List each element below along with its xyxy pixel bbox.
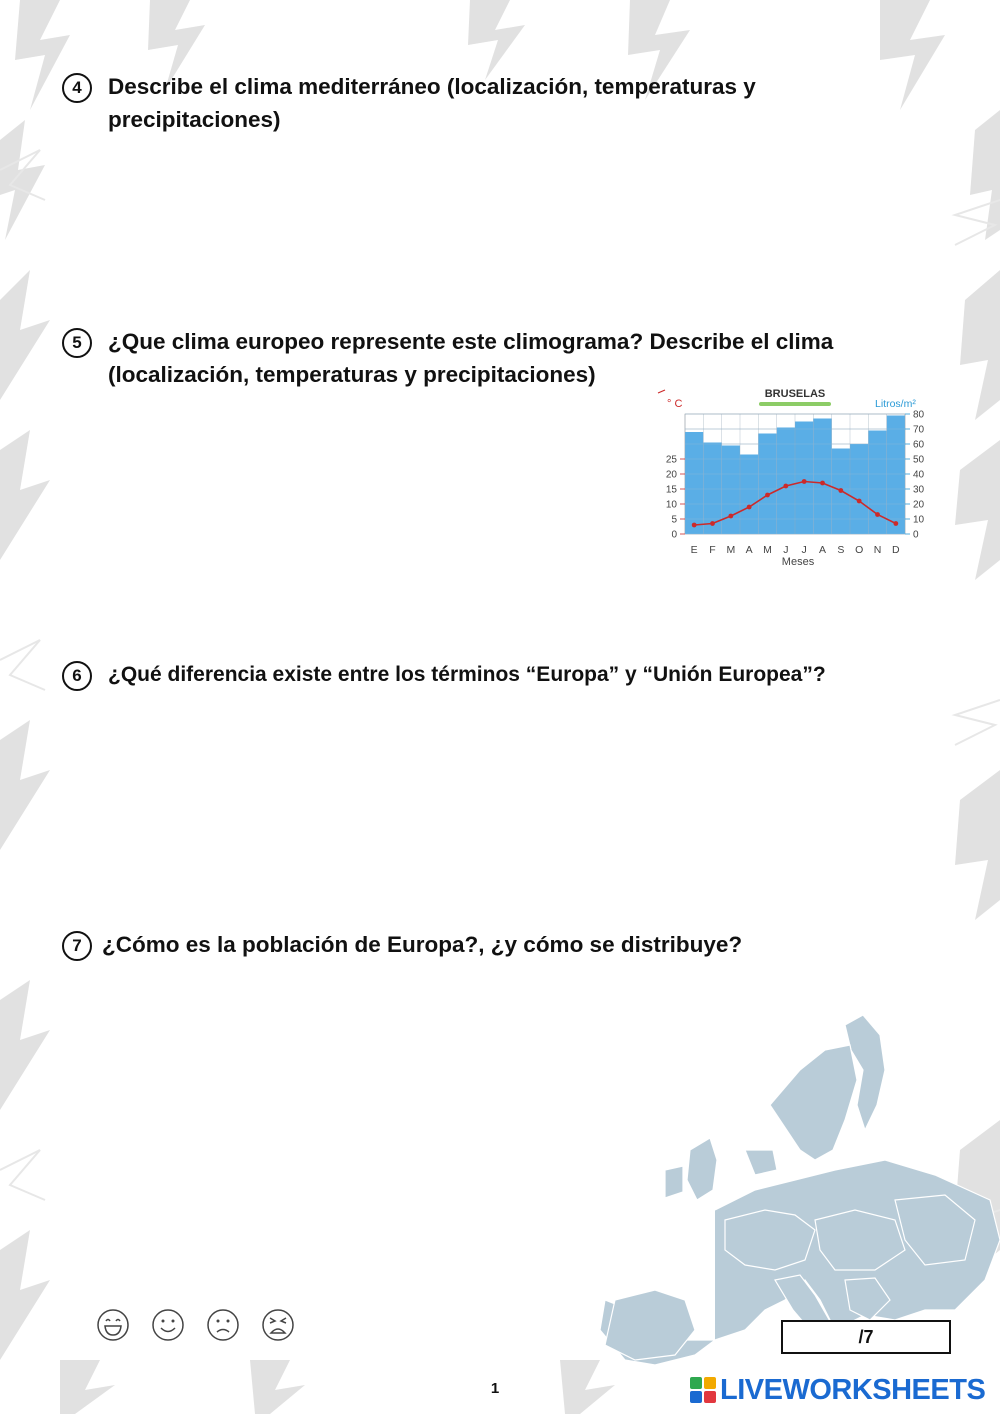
temperature-point — [875, 512, 880, 517]
brand-name: LIVEWORKSHEETS — [720, 1373, 986, 1406]
x-tick-label: D — [892, 544, 900, 556]
x-tick-label: F — [709, 544, 716, 556]
temperature-point — [692, 523, 697, 528]
x-tick-label: A — [745, 544, 753, 556]
temperature-point — [857, 499, 862, 504]
temperature-point — [728, 514, 733, 519]
right-tick-label: 0 — [913, 529, 919, 541]
x-tick-label: O — [855, 544, 864, 556]
page-number: 1 — [490, 1380, 500, 1397]
right-axis-label: Litros/m² — [875, 398, 916, 410]
question-text: Describe el clima mediterráneo (localización, temperaturas y precipitaciones) — [108, 74, 756, 132]
x-axis-ticks — [691, 544, 900, 556]
left-axis-label: ° C — [667, 398, 683, 410]
x-tick-label: A — [818, 544, 827, 556]
x-axis-label: Meses — [781, 556, 815, 568]
precipitation-bar — [777, 428, 795, 535]
question-number-badge: 4 — [62, 73, 92, 103]
crying-face-icon[interactable] — [261, 1308, 295, 1342]
right-tick-label: 20 — [913, 499, 925, 511]
chart-title: BRUSELAS — [764, 388, 826, 400]
x-tick-label: S — [837, 544, 845, 556]
left-tick-label: 5 — [671, 514, 677, 526]
climograph-chart — [655, 384, 940, 572]
question-number-badge: 5 — [62, 328, 92, 358]
right-tick-label: 50 — [913, 454, 925, 466]
liveworksheets-logo-icon — [690, 1377, 716, 1403]
right-tick-label: 40 — [913, 469, 925, 481]
sad-face-icon[interactable] — [206, 1308, 240, 1342]
right-tick-label: 70 — [913, 424, 925, 436]
left-tick-label: 25 — [665, 454, 677, 466]
question-text: ¿Qué diferencia existe entre los términos “Europa” y “Unión Europea”? — [108, 663, 826, 686]
temperature-point — [802, 479, 807, 484]
precipitation-bar — [685, 432, 703, 534]
right-tick-label: 80 — [913, 409, 925, 421]
self-assessment-faces — [96, 1308, 295, 1342]
temperature-point — [893, 521, 898, 526]
x-tick-label: M — [726, 544, 736, 556]
temperature-point — [820, 481, 825, 486]
question-number-badge: 6 — [62, 661, 92, 691]
question-text: ¿Cómo es la población de Europa?, ¿y cómo se distribuye? — [102, 932, 743, 957]
precipitation-bar — [795, 422, 813, 535]
precipitation-bar — [887, 416, 905, 535]
stray-mark — [658, 390, 665, 393]
left-axis-ticks — [666, 455, 685, 541]
right-axis-ticks — [905, 410, 925, 541]
question-number-badge: 7 — [62, 931, 92, 961]
left-tick-label: 15 — [665, 484, 677, 496]
temperature-point — [747, 505, 752, 510]
brand-logo-area — [690, 1373, 985, 1407]
left-tick-label: 20 — [665, 469, 677, 481]
x-tick-label: M — [763, 544, 772, 556]
right-tick-label: 60 — [913, 439, 925, 451]
right-tick-label: 10 — [913, 514, 925, 526]
chart-title-bar — [759, 402, 831, 406]
x-tick-label: N — [873, 544, 882, 556]
temperature-point — [838, 488, 843, 493]
left-tick-label: 10 — [665, 499, 677, 511]
temperature-point — [783, 484, 788, 489]
right-tick-label: 30 — [913, 484, 925, 496]
x-tick-label: E — [690, 544, 698, 556]
x-tick-label: J — [783, 544, 789, 556]
precipitation-bar — [740, 455, 758, 535]
precipitation-bar — [813, 419, 831, 535]
question-text: ¿Que clima europeo represente este climograma? Describe el clima (localización, temperaturas y precipitaciones) — [108, 329, 834, 387]
temperature-point — [765, 493, 770, 498]
left-tick-label: 0 — [671, 529, 677, 541]
score-box: /7 — [781, 1320, 951, 1354]
temperature-point — [710, 521, 715, 526]
x-tick-label: J — [801, 544, 807, 556]
europe-map-image — [595, 1010, 1000, 1370]
smiling-face-icon[interactable] — [151, 1308, 185, 1342]
laughing-face-icon[interactable] — [96, 1308, 130, 1342]
